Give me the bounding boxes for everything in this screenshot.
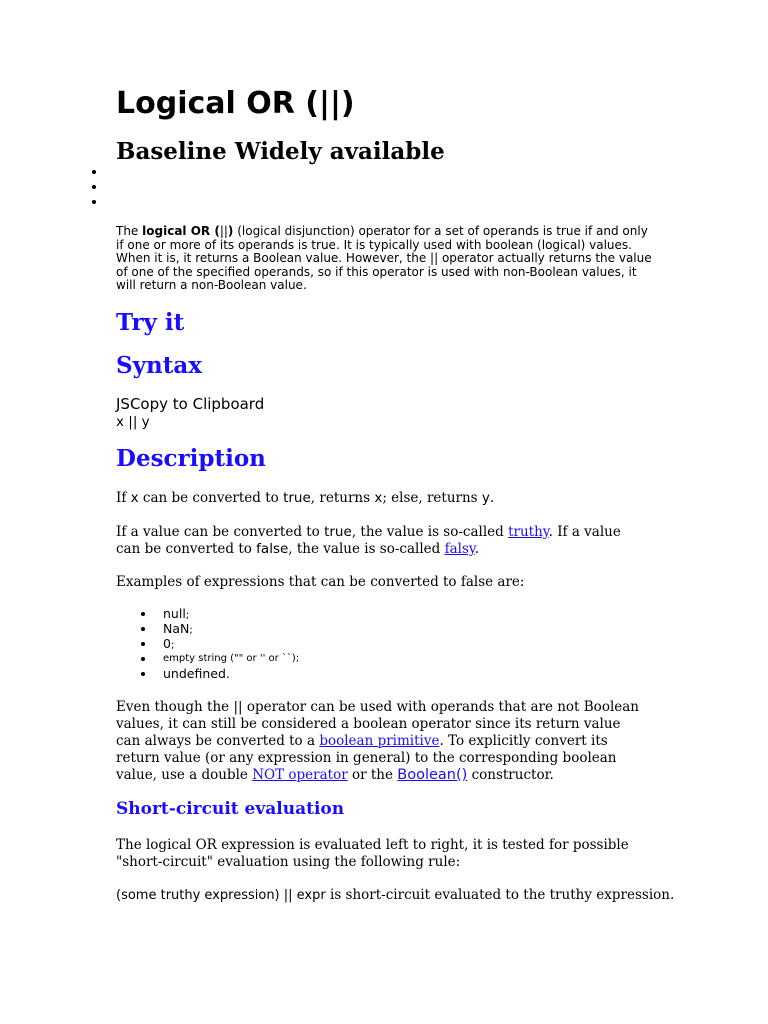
- not-operator-link[interactable]: NOT operator: [252, 767, 348, 783]
- section-heading-syntax[interactable]: Syntax: [116, 352, 202, 379]
- description-paragraph-1: If x can be converted to true, returns x; else, returns y.: [116, 490, 495, 506]
- falsy-examples-list: [163, 606, 299, 681]
- list-item: NaN;: [163, 621, 299, 636]
- bullet-dot: [92, 200, 96, 204]
- short-circuit-paragraph: The logical OR expression is evaluated left to right, it is tested for possible "short-circuit" evaluation using the following rule:: [116, 837, 629, 870]
- description-paragraph-4: Even though the || operator can be used with operands that are not Boolean values, it can still be considered a boolean operator since its return value can always be converted to a boolean primitive. To explicitly convert its return value (or any expression in general) to the corresponding boolean value, use a double NOT operator or the Boolean() constructor.: [116, 699, 639, 783]
- section-heading-try-it[interactable]: Try it: [116, 309, 185, 336]
- copy-to-clipboard-button[interactable]: JSCopy to Clipboard: [116, 395, 265, 413]
- section-heading-short-circuit[interactable]: Short-circuit evaluation: [116, 799, 345, 819]
- bullet-dot: [92, 185, 96, 189]
- intro-paragraph: The logical OR (||) (logical disjunction) operator for a set of operands is true if and only if one or more of its operands is true. It is typically used with boolean (logical) values. When it is, it returns a Boolean value. However, the || operator actually returns the value of one of the specified operands, so if this operator is used with non-Boolean values, it will return a non-Boolean value.: [116, 224, 652, 293]
- list-item: 0;: [163, 636, 299, 651]
- boolean-primitive-link[interactable]: boolean primitive: [319, 733, 440, 749]
- page-title: Logical OR (||): [116, 86, 355, 121]
- baseline-heading: Baseline Widely available: [116, 138, 445, 165]
- falsy-link[interactable]: falsy: [444, 541, 475, 557]
- list-item: undefined.: [163, 666, 299, 681]
- short-circuit-rule: (some truthy expression) || expr is short-circuit evaluated to the truthy expression.: [116, 887, 675, 903]
- syntax-code: x || y: [116, 414, 150, 430]
- section-heading-description[interactable]: Description: [116, 445, 266, 472]
- boolean-constructor-link[interactable]: Boolean(): [397, 767, 468, 783]
- list-item: null;: [163, 606, 299, 621]
- description-paragraph-3: Examples of expressions that can be converted to false are:: [116, 574, 525, 590]
- bullet-dot: [92, 170, 96, 174]
- description-paragraph-2: If a value can be converted to true, the value is so-called truthy. If a value can be converted to false, the value is so-called falsy.: [116, 524, 621, 557]
- list-item: empty string ("" or '' or ``);: [163, 651, 299, 666]
- truthy-link[interactable]: truthy: [508, 524, 549, 540]
